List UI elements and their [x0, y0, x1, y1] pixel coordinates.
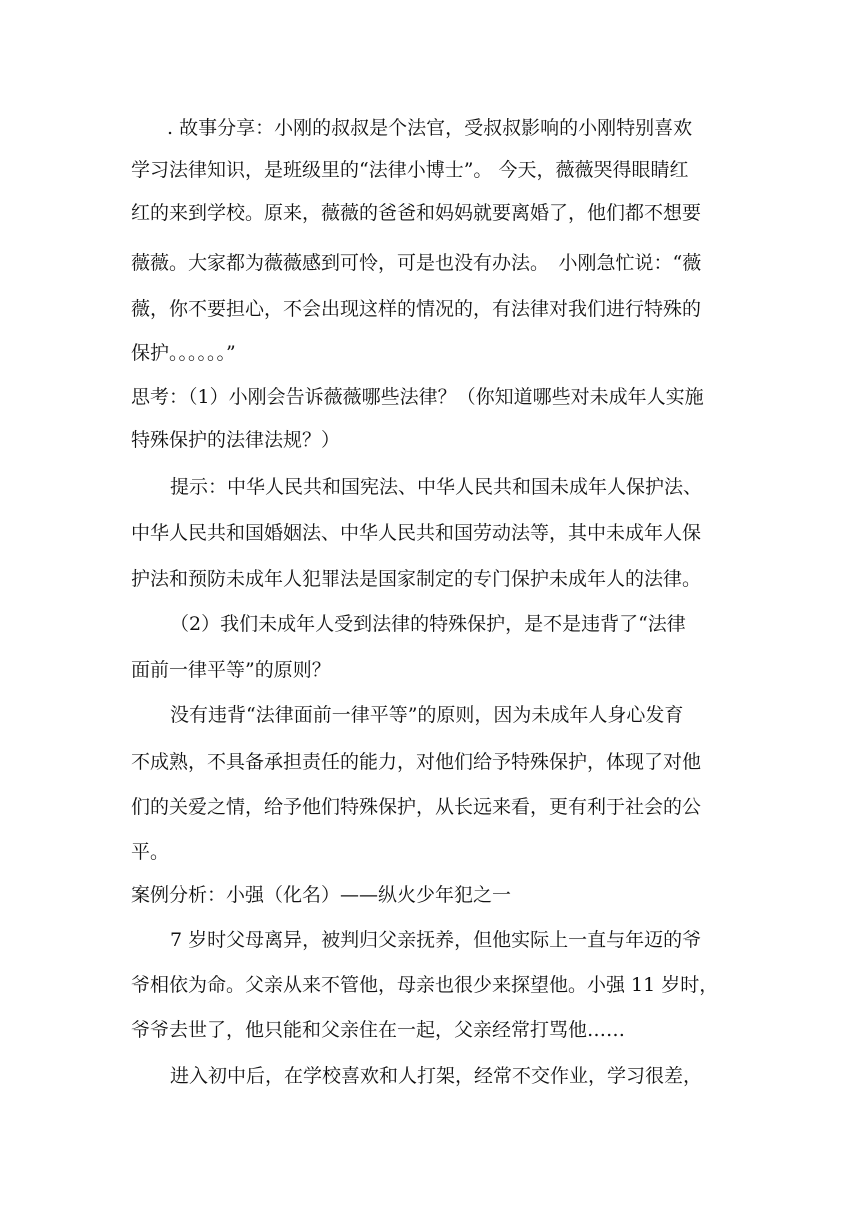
text-line: （2）我们未成年人受到法律的特殊保护，是不是违背了“法律	[170, 613, 686, 635]
text-line: 们的关爱之情，给予他们特殊保护，从长远来看，更有利于社会的公	[131, 796, 702, 818]
text-line: 爷相依为命。父亲从来不管他，母亲也很少来探望他。小强 11 岁时，	[131, 974, 719, 996]
text-line: 不成熟，不具备承担责任的能力，对他们给予特殊保护，体现了对他	[131, 751, 702, 773]
text-line: 面前一律平等”的原则？	[131, 659, 331, 681]
text-line: . 故事分享：小刚的叔叔是个法官，受叔叔影响的小刚特别喜欢	[167, 117, 693, 139]
text-line: 提示：中华人民共和国宪法、中华人民共和国未成年人保护法、	[170, 476, 703, 498]
text-line: 7 岁时父母离异，被判归父亲抚养，但他实际上一直与年迈的爷	[170, 929, 702, 951]
text-line: 思考：（1）小刚会告诉薇薇哪些法律？（你知道哪些对未成年人实施	[131, 386, 704, 408]
text-line: 学习法律知识，是班级里的“法律小博士”。 今天，薇薇哭得眼睛红	[131, 159, 689, 181]
text-line: 中华人民共和国婚姻法、中华人民共和国劳动法等，其中未成年人保	[131, 522, 702, 544]
text-line: 薇薇。大家都为薇薇感到可怜，可是也没有办法。 小刚急忙说：“薇	[131, 252, 702, 274]
text-line: 平。	[131, 841, 170, 863]
text-line: 爷爷去世了，他只能和父亲住在一起，父亲经常打骂他……	[131, 1019, 626, 1041]
text-line: 红的来到学校。原来，薇薇的爸爸和妈妈就要离婚了，他们都不想要	[131, 202, 702, 224]
text-line: 薇，你不要担心，不会出现这样的情况的，有法律对我们进行特殊的	[131, 298, 702, 320]
text-line: 特殊保护的法律法规？）	[131, 429, 341, 451]
text-line: 案例分析：小强（化名）——纵火少年犯之一	[131, 884, 512, 906]
text-line: 护法和预防未成年人犯罪法是国家制定的专门保护未成年人的法律。	[131, 568, 702, 590]
text-line: 保护。。。。。。”	[131, 342, 236, 364]
text-line: 没有违背“法律面前一律平等”的原则，因为未成年人身心发育	[170, 704, 684, 726]
text-line: 进入初中后，在学校喜欢和人打架，经常不交作业，学习很差，	[170, 1065, 703, 1087]
